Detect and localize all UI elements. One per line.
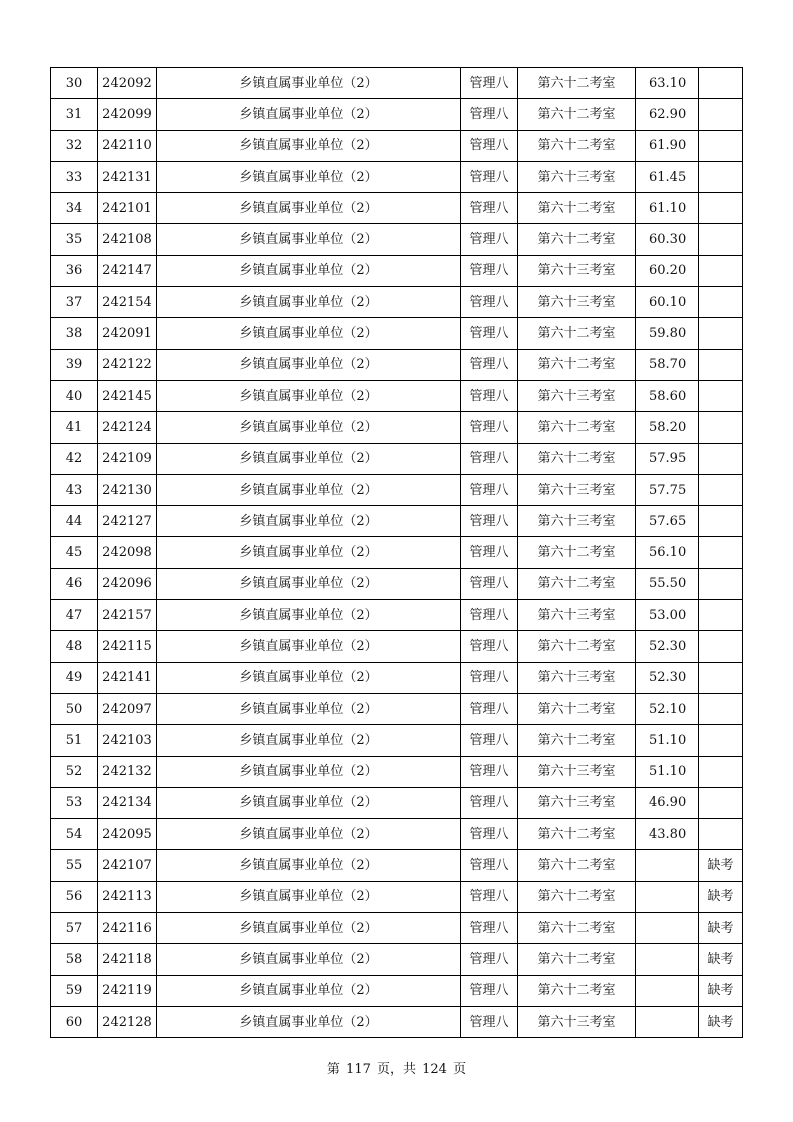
remark-cell (699, 537, 743, 568)
position-cell: 管理八 (461, 756, 518, 787)
employer-unit-cell: 乡镇直属事业单位（2） (157, 1006, 461, 1037)
candidate-id-cell: 242092 (98, 68, 157, 99)
row-number-cell: 41 (51, 412, 98, 443)
employer-unit-cell: 乡镇直属事业单位（2） (157, 568, 461, 599)
exam-room-cell: 第六十三考室 (518, 287, 636, 318)
remark-cell (699, 787, 743, 818)
candidate-id-cell: 242130 (98, 474, 157, 505)
position-cell: 管理八 (461, 287, 518, 318)
table-row (51, 318, 743, 349)
row-number-cell: 34 (51, 193, 98, 224)
table-row (51, 881, 743, 912)
table-row (51, 161, 743, 192)
position-cell: 管理八 (461, 380, 518, 411)
candidate-id-cell: 242096 (98, 568, 157, 599)
score-cell (636, 913, 699, 944)
results-table (50, 67, 743, 1038)
score-cell (636, 850, 699, 881)
employer-unit-cell: 乡镇直属事业单位（2） (157, 725, 461, 756)
exam-room-cell: 第六十三考室 (518, 255, 636, 286)
candidate-id-cell: 242118 (98, 944, 157, 975)
table-row (51, 193, 743, 224)
exam-room-cell: 第六十三考室 (518, 787, 636, 818)
remark-cell (699, 349, 743, 380)
row-number-cell: 31 (51, 99, 98, 130)
score-cell: 52.30 (636, 662, 699, 693)
score-cell: 52.10 (636, 693, 699, 724)
position-cell: 管理八 (461, 255, 518, 286)
row-number-cell: 30 (51, 68, 98, 99)
exam-room-cell: 第六十二考室 (518, 568, 636, 599)
row-number-cell: 54 (51, 819, 98, 850)
score-cell: 56.10 (636, 537, 699, 568)
exam-room-cell: 第六十二考室 (518, 318, 636, 349)
candidate-id-cell: 242113 (98, 881, 157, 912)
exam-room-cell: 第六十三考室 (518, 1006, 636, 1037)
score-cell: 43.80 (636, 819, 699, 850)
position-cell: 管理八 (461, 850, 518, 881)
employer-unit-cell: 乡镇直属事业单位（2） (157, 975, 461, 1006)
exam-room-cell: 第六十二考室 (518, 130, 636, 161)
table-row (51, 68, 743, 99)
employer-unit-cell: 乡镇直属事业单位（2） (157, 819, 461, 850)
position-cell: 管理八 (461, 913, 518, 944)
table-row (51, 287, 743, 318)
row-number-cell: 60 (51, 1006, 98, 1037)
row-number-cell: 58 (51, 944, 98, 975)
table-row (51, 130, 743, 161)
employer-unit-cell: 乡镇直属事业单位（2） (157, 662, 461, 693)
row-number-cell: 32 (51, 130, 98, 161)
candidate-id-cell: 242108 (98, 224, 157, 255)
exam-room-cell: 第六十三考室 (518, 756, 636, 787)
remark-cell (699, 600, 743, 631)
exam-room-cell: 第六十二考室 (518, 631, 636, 662)
remark-cell (699, 380, 743, 411)
table-row (51, 349, 743, 380)
position-cell: 管理八 (461, 318, 518, 349)
position-cell: 管理八 (461, 1006, 518, 1037)
table-row (51, 631, 743, 662)
employer-unit-cell: 乡镇直属事业单位（2） (157, 913, 461, 944)
table-row (51, 756, 743, 787)
table-row (51, 850, 743, 881)
position-cell: 管理八 (461, 600, 518, 631)
employer-unit-cell: 乡镇直属事业单位（2） (157, 349, 461, 380)
row-number-cell: 40 (51, 380, 98, 411)
candidate-id-cell: 242101 (98, 193, 157, 224)
table-row (51, 819, 743, 850)
employer-unit-cell: 乡镇直属事业单位（2） (157, 380, 461, 411)
employer-unit-cell: 乡镇直属事业单位（2） (157, 99, 461, 130)
exam-room-cell: 第六十二考室 (518, 881, 636, 912)
row-number-cell: 53 (51, 787, 98, 818)
employer-unit-cell: 乡镇直属事业单位（2） (157, 537, 461, 568)
candidate-id-cell: 242128 (98, 1006, 157, 1037)
candidate-id-cell: 242145 (98, 380, 157, 411)
position-cell: 管理八 (461, 568, 518, 599)
remark-cell: 缺考 (699, 850, 743, 881)
position-cell: 管理八 (461, 537, 518, 568)
table-row (51, 224, 743, 255)
candidate-id-cell: 242116 (98, 913, 157, 944)
employer-unit-cell: 乡镇直属事业单位（2） (157, 474, 461, 505)
exam-room-cell: 第六十三考室 (518, 662, 636, 693)
table-row (51, 693, 743, 724)
exam-room-cell: 第六十二考室 (518, 944, 636, 975)
employer-unit-cell: 乡镇直属事业单位（2） (157, 600, 461, 631)
employer-unit-cell: 乡镇直属事业单位（2） (157, 318, 461, 349)
table-row (51, 1006, 743, 1037)
exam-room-cell: 第六十二考室 (518, 68, 636, 99)
employer-unit-cell: 乡镇直属事业单位（2） (157, 944, 461, 975)
row-number-cell: 46 (51, 568, 98, 599)
results-table-body (51, 68, 743, 1038)
position-cell: 管理八 (461, 412, 518, 443)
row-number-cell: 33 (51, 161, 98, 192)
employer-unit-cell: 乡镇直属事业单位（2） (157, 850, 461, 881)
exam-room-cell: 第六十三考室 (518, 380, 636, 411)
exam-room-cell: 第六十二考室 (518, 537, 636, 568)
table-row (51, 474, 743, 505)
candidate-id-cell: 242122 (98, 349, 157, 380)
candidate-id-cell: 242124 (98, 412, 157, 443)
employer-unit-cell: 乡镇直属事业单位（2） (157, 756, 461, 787)
score-cell: 58.70 (636, 349, 699, 380)
candidate-id-cell: 242099 (98, 99, 157, 130)
remark-cell (699, 662, 743, 693)
remark-cell (699, 99, 743, 130)
position-cell: 管理八 (461, 725, 518, 756)
score-cell: 61.10 (636, 193, 699, 224)
candidate-id-cell: 242127 (98, 506, 157, 537)
position-cell: 管理八 (461, 474, 518, 505)
candidate-id-cell: 242119 (98, 975, 157, 1006)
candidate-id-cell: 242098 (98, 537, 157, 568)
score-cell: 61.90 (636, 130, 699, 161)
row-number-cell: 42 (51, 443, 98, 474)
employer-unit-cell: 乡镇直属事业单位（2） (157, 161, 461, 192)
candidate-id-cell: 242110 (98, 130, 157, 161)
candidate-id-cell: 242097 (98, 693, 157, 724)
remark-cell (699, 819, 743, 850)
remark-cell (699, 68, 743, 99)
row-number-cell: 56 (51, 881, 98, 912)
position-cell: 管理八 (461, 161, 518, 192)
candidate-id-cell: 242109 (98, 443, 157, 474)
exam-room-cell: 第六十二考室 (518, 443, 636, 474)
score-cell: 51.10 (636, 725, 699, 756)
table-row (51, 537, 743, 568)
page-number-footer: 第 117 页，共 124 页 (326, 1062, 467, 1077)
row-number-cell: 36 (51, 255, 98, 286)
exam-room-cell: 第六十二考室 (518, 725, 636, 756)
candidate-id-cell: 242091 (98, 318, 157, 349)
exam-room-cell: 第六十二考室 (518, 99, 636, 130)
candidate-id-cell: 242107 (98, 850, 157, 881)
remark-cell (699, 756, 743, 787)
remark-cell (699, 412, 743, 443)
employer-unit-cell: 乡镇直属事业单位（2） (157, 68, 461, 99)
table-row (51, 725, 743, 756)
position-cell: 管理八 (461, 99, 518, 130)
employer-unit-cell: 乡镇直属事业单位（2） (157, 287, 461, 318)
row-number-cell: 59 (51, 975, 98, 1006)
row-number-cell: 38 (51, 318, 98, 349)
remark-cell (699, 193, 743, 224)
score-cell: 46.90 (636, 787, 699, 818)
exam-room-cell: 第六十二考室 (518, 349, 636, 380)
table-row (51, 975, 743, 1006)
position-cell: 管理八 (461, 662, 518, 693)
remark-cell (699, 443, 743, 474)
position-cell: 管理八 (461, 193, 518, 224)
score-cell: 62.90 (636, 99, 699, 130)
score-cell (636, 944, 699, 975)
candidate-id-cell: 242132 (98, 756, 157, 787)
candidate-id-cell: 242103 (98, 725, 157, 756)
table-row (51, 380, 743, 411)
employer-unit-cell: 乡镇直属事业单位（2） (157, 881, 461, 912)
table-row (51, 913, 743, 944)
employer-unit-cell: 乡镇直属事业单位（2） (157, 787, 461, 818)
remark-cell (699, 287, 743, 318)
remark-cell: 缺考 (699, 881, 743, 912)
score-cell: 58.20 (636, 412, 699, 443)
table-row (51, 443, 743, 474)
position-cell: 管理八 (461, 787, 518, 818)
score-cell (636, 1006, 699, 1037)
score-cell: 60.30 (636, 224, 699, 255)
table-row (51, 944, 743, 975)
score-cell: 60.10 (636, 287, 699, 318)
exam-room-cell: 第六十二考室 (518, 193, 636, 224)
row-number-cell: 37 (51, 287, 98, 318)
table-row (51, 412, 743, 443)
row-number-cell: 35 (51, 224, 98, 255)
candidate-id-cell: 242131 (98, 161, 157, 192)
position-cell: 管理八 (461, 693, 518, 724)
position-cell: 管理八 (461, 975, 518, 1006)
score-cell: 63.10 (636, 68, 699, 99)
row-number-cell: 49 (51, 662, 98, 693)
row-number-cell: 57 (51, 913, 98, 944)
position-cell: 管理八 (461, 443, 518, 474)
exam-room-cell: 第六十二考室 (518, 412, 636, 443)
position-cell: 管理八 (461, 130, 518, 161)
employer-unit-cell: 乡镇直属事业单位（2） (157, 443, 461, 474)
exam-room-cell: 第六十二考室 (518, 224, 636, 255)
table-row (51, 600, 743, 631)
exam-room-cell: 第六十二考室 (518, 819, 636, 850)
row-number-cell: 55 (51, 850, 98, 881)
remark-cell (699, 161, 743, 192)
table-row (51, 787, 743, 818)
exam-room-cell: 第六十三考室 (518, 161, 636, 192)
remark-cell (699, 506, 743, 537)
employer-unit-cell: 乡镇直属事业单位（2） (157, 255, 461, 286)
employer-unit-cell: 乡镇直属事业单位（2） (157, 224, 461, 255)
score-cell: 57.75 (636, 474, 699, 505)
score-cell: 57.95 (636, 443, 699, 474)
row-number-cell: 50 (51, 693, 98, 724)
position-cell: 管理八 (461, 68, 518, 99)
score-cell: 57.65 (636, 506, 699, 537)
position-cell: 管理八 (461, 631, 518, 662)
table-row (51, 506, 743, 537)
score-cell: 51.10 (636, 756, 699, 787)
table-row (51, 99, 743, 130)
row-number-cell: 44 (51, 506, 98, 537)
exam-room-cell: 第六十三考室 (518, 506, 636, 537)
exam-room-cell: 第六十三考室 (518, 474, 636, 505)
candidate-id-cell: 242141 (98, 662, 157, 693)
row-number-cell: 52 (51, 756, 98, 787)
row-number-cell: 45 (51, 537, 98, 568)
employer-unit-cell: 乡镇直属事业单位（2） (157, 130, 461, 161)
row-number-cell: 39 (51, 349, 98, 380)
employer-unit-cell: 乡镇直属事业单位（2） (157, 693, 461, 724)
score-cell: 55.50 (636, 568, 699, 599)
position-cell: 管理八 (461, 881, 518, 912)
employer-unit-cell: 乡镇直属事业单位（2） (157, 193, 461, 224)
score-cell: 58.60 (636, 380, 699, 411)
remark-cell: 缺考 (699, 944, 743, 975)
employer-unit-cell: 乡镇直属事业单位（2） (157, 412, 461, 443)
position-cell: 管理八 (461, 944, 518, 975)
candidate-id-cell: 242157 (98, 600, 157, 631)
score-cell (636, 975, 699, 1006)
score-cell (636, 881, 699, 912)
table-row (51, 255, 743, 286)
row-number-cell: 47 (51, 600, 98, 631)
employer-unit-cell: 乡镇直属事业单位（2） (157, 631, 461, 662)
table-row (51, 662, 743, 693)
candidate-id-cell: 242115 (98, 631, 157, 662)
score-cell: 60.20 (636, 255, 699, 286)
remark-cell (699, 255, 743, 286)
score-cell: 59.80 (636, 318, 699, 349)
remark-cell (699, 318, 743, 349)
table-row (51, 568, 743, 599)
remark-cell (699, 693, 743, 724)
score-cell: 61.45 (636, 161, 699, 192)
position-cell: 管理八 (461, 506, 518, 537)
position-cell: 管理八 (461, 819, 518, 850)
remark-cell (699, 631, 743, 662)
remark-cell: 缺考 (699, 975, 743, 1006)
remark-cell (699, 568, 743, 599)
exam-room-cell: 第六十二考室 (518, 850, 636, 881)
score-cell: 52.30 (636, 631, 699, 662)
exam-room-cell: 第六十三考室 (518, 600, 636, 631)
candidate-id-cell: 242134 (98, 787, 157, 818)
exam-room-cell: 第六十二考室 (518, 913, 636, 944)
position-cell: 管理八 (461, 224, 518, 255)
remark-cell: 缺考 (699, 913, 743, 944)
row-number-cell: 48 (51, 631, 98, 662)
remark-cell: 缺考 (699, 1006, 743, 1037)
row-number-cell: 51 (51, 725, 98, 756)
remark-cell (699, 130, 743, 161)
candidate-id-cell: 242154 (98, 287, 157, 318)
remark-cell (699, 224, 743, 255)
exam-room-cell: 第六十二考室 (518, 693, 636, 724)
employer-unit-cell: 乡镇直属事业单位（2） (157, 506, 461, 537)
position-cell: 管理八 (461, 349, 518, 380)
exam-room-cell: 第六十二考室 (518, 975, 636, 1006)
candidate-id-cell: 242147 (98, 255, 157, 286)
candidate-id-cell: 242095 (98, 819, 157, 850)
row-number-cell: 43 (51, 474, 98, 505)
score-cell: 53.00 (636, 600, 699, 631)
remark-cell (699, 725, 743, 756)
remark-cell (699, 474, 743, 505)
